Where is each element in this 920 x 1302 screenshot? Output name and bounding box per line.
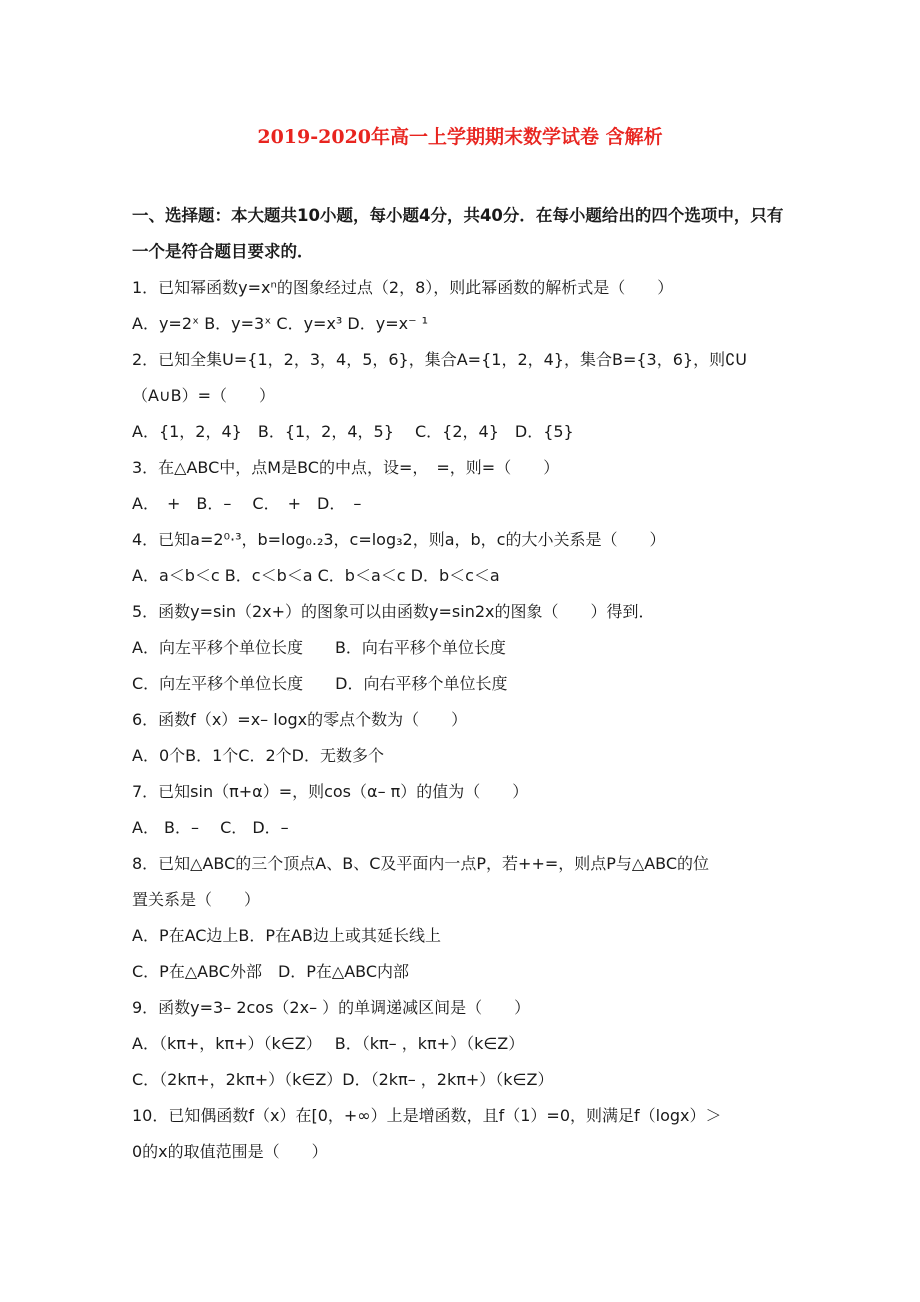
q9-options-line1: A．（kπ+，kπ+）（k∈Z） B．（kπ– ，kπ+）（k∈Z） [132,1034,525,1053]
q3-options: A． + B．– C． + D． – [132,494,362,513]
section-heading: 一、选择题：本大题共10小题，每小题4分，共40分．在每小题给出的四个选项中，只有一个是符合题目要求的． [132,206,784,261]
q2-options: A．{1，2，4} B．{1，2，4，5} C．{2，4} D．{5} [132,422,574,441]
q9-options-line2: C．（2kπ+，2kπ+）（k∈Z）D．（2kπ– ，2kπ+）（k∈Z） [132,1070,554,1089]
q3-stem: 3．在△ABC中，点M是BC的中点，设=， =，则=（ ） [132,458,560,477]
q8-options-line2: C．P在△ABC外部 D．P在△ABC内部 [132,962,410,981]
q2-stem-line1: 2．已知全集U={1，2，3，4，5，6}，集合A={1，2，4}，集合B={3，6}，则∁U [132,350,747,369]
q6-stem: 6．函数f（x）=x– logx的零点个数为（ ） [132,710,468,729]
page-title: 2019-2020年高一上学期期末数学试卷 含解析 [257,126,663,148]
q5-options-line1: A．向左平移个单位长度 B．向右平移个单位长度 [132,638,506,657]
q2-stem-line2: （A∪B）=（ ） [132,386,276,405]
q7-stem: 7．已知sin（π+α）=，则cos（α– π）的值为（ ） [132,782,529,801]
q10-stem-line2: 0的x的取值范围是（ ） [132,1142,328,1161]
q4-options: A．a＜b＜c B．c＜b＜a C．b＜a＜c D．b＜c＜a [132,566,500,585]
q8-stem-line1: 8．已知△ABC的三个顶点A、B、C及平面内一点P，若++=，则点P与△ABC的位 [132,854,710,873]
q7-options: A． B．– C． D．– [132,818,289,837]
question-list [132,198,797,1170]
q1-stem: 1．已知幂函数y=xⁿ的图象经过点（2，8），则此幂函数的解析式是（ ） [132,278,674,297]
q8-options-line1: A．P在AC边上B．P在AB边上或其延长线上 [132,926,441,945]
q4-stem: 4．已知a=2⁰·³，b=log₀.₂3，c=log₃2，则a，b，c的大小关系是（ ） [132,530,666,549]
q9-stem: 9．函数y=3– 2cos（2x– ）的单调递减区间是（ ） [132,998,531,1017]
q10-stem-line1: 10．已知偶函数f（x）在[0，+∞）上是增函数，且f（1）=0，则满足f（logx）＞ [132,1106,722,1125]
q1-options: A．y=2ˣ B．y=3ˣ C．y=x³ D．y=x⁻ ¹ [132,314,429,333]
q5-options-line2: C．向左平移个单位长度 D．向右平移个单位长度 [132,674,508,693]
q5-stem: 5．函数y=sin（2x+）的图象可以由函数y=sin2x的图象（ ）得到． [132,602,655,621]
q8-stem-line2: 置关系是（ ） [132,890,261,909]
q6-options: A．0个B．1个C．2个D．无数多个 [132,746,384,765]
